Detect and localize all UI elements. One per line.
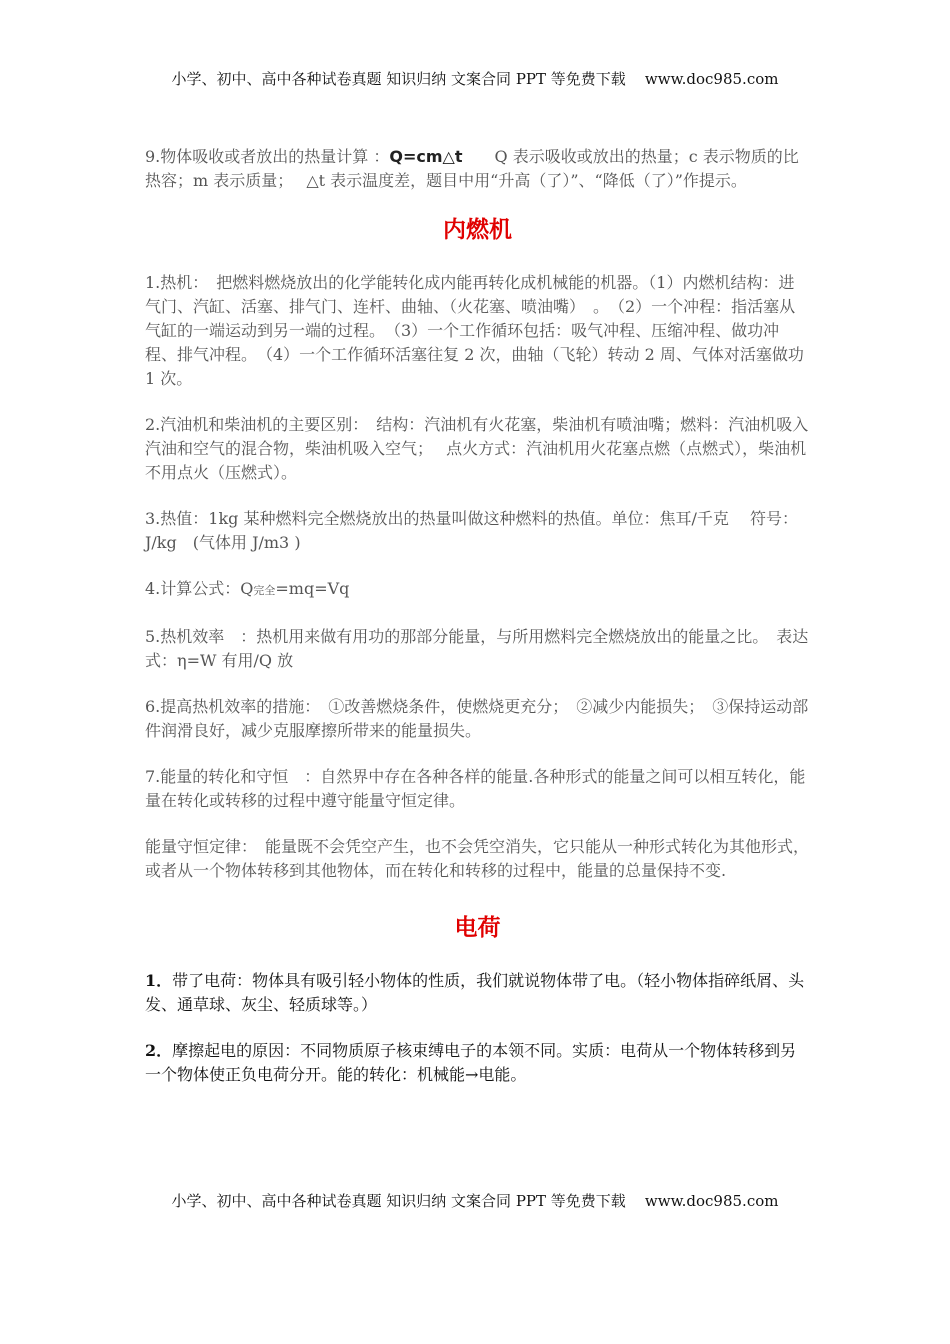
item-9 xyxy=(145,145,810,193)
item-9-rest: Q 表示吸收或放出的热量；c 表示物质的比热容；m 表示质量； △t 表示温度差，题目中用“升高（了）”、“降低（了）”作提示。 xyxy=(145,147,799,190)
engine-item-2: 2.汽油机和柴油机的主要区别： 结构：汽油机有火花塞，柴油机有喷油嘴；燃料：汽油机吸入汽油和空气的混合物，柴油机吸入空气； 点火方式：汽油机用火花塞点燃（点燃式），柴油机不用点火（压燃式）。 xyxy=(145,415,809,482)
item-4-subscript: 完全 xyxy=(253,584,276,597)
page-header xyxy=(0,68,950,89)
footer-url: www.doc985.com xyxy=(644,1192,779,1210)
charge-item-1 xyxy=(145,969,810,1017)
charge-item-2 xyxy=(145,1039,810,1087)
header-text: 小学、初中、高中各种试卷真题 知识归纳 文案合同 PPT 等免费下载 xyxy=(171,70,626,88)
energy-conservation-law: 能量守恒定律： 能量既不会凭空产生，也不会凭空消失，它只能从一种形式转化为其他形式，或者从一个物体转移到其他物体，而在转化和转移的过程中，能量的总量保持不变. xyxy=(145,837,810,880)
charge-item-1-num: 1． xyxy=(145,971,173,990)
footer-text: 小学、初中、高中各种试卷真题 知识归纳 文案合同 PPT 等免费下载 xyxy=(171,1192,626,1210)
charge-item-2-text: 摩擦起电的原因：不同物质原子核束缚电子的本领不同。实质：电荷从一个物体转移到另一个物体使正负电荷分开。能的转化：机械能→电能。 xyxy=(145,1041,797,1084)
page-footer xyxy=(0,1190,950,1211)
engine-item-3: 3.热值：1kg 某种燃料完全燃烧放出的热量叫做这种燃料的热值。单位：焦耳/千克 符号：J/kg (气体用 J/m3 ) xyxy=(145,509,798,552)
document-body xyxy=(145,145,810,1109)
charge-item-1-text: 带了电荷：物体具有吸引轻小物体的性质，我们就说物体带了电。（轻小物体指碎纸屑、头发、通草球、灰尘、轻质球等。） xyxy=(145,971,805,1014)
engine-item-1: 1.热机： 把燃料燃烧放出的化学能转化成内能再转化成机械能的机器。（1）内燃机结构：进气门、汽缸、活塞、排气门、连杆、曲轴、（火花塞、喷油嘴） 。 （2）一个冲程：指活塞从气缸的一端运动到另一端的过程。 （3）一个工作循环包括：吸气冲程、压缩冲程、做功冲程、排气冲程。 （4）一个工作循环活塞往复 2 次，曲轴（飞轮）转动 2 周、气体对活塞做功 1 次。 xyxy=(145,273,804,388)
engine-item-4 xyxy=(145,577,810,603)
engine-item-5: 5.热机效率 ：热机用来做有用功的那部分能量，与所用燃料完全燃烧放出的能量之比。 表达式：η=W 有用/Q 放 xyxy=(145,627,809,670)
header-url: www.doc985.com xyxy=(644,70,779,88)
item-4-prefix: 4.计算公式：Q xyxy=(145,579,254,598)
engine-item-6: 6.提高热机效率的措施： ①改善燃烧条件，使燃烧更充分； ②减少内能损失； ③保持运动部件润滑良好，减少克服摩擦所带来的能量损失。 xyxy=(145,697,809,740)
section-title-engine: 内燃机 xyxy=(443,217,512,243)
item-9-prefix: 9.物体吸收或者放出的热量计算 ： xyxy=(145,147,390,166)
charge-item-2-num: 2． xyxy=(145,1041,173,1060)
heat-formula: Q=cm△t xyxy=(389,147,463,166)
section-title-charge: 电荷 xyxy=(454,915,501,941)
item-4-suffix: =mq=Vq xyxy=(275,579,350,598)
engine-item-7: 7.能量的转化和守恒 ：自然界中存在各种各样的能量.各种形式的能量之间可以相互转化，能量在转化或转移的过程中遵守能量守恒定律。 xyxy=(145,767,806,810)
